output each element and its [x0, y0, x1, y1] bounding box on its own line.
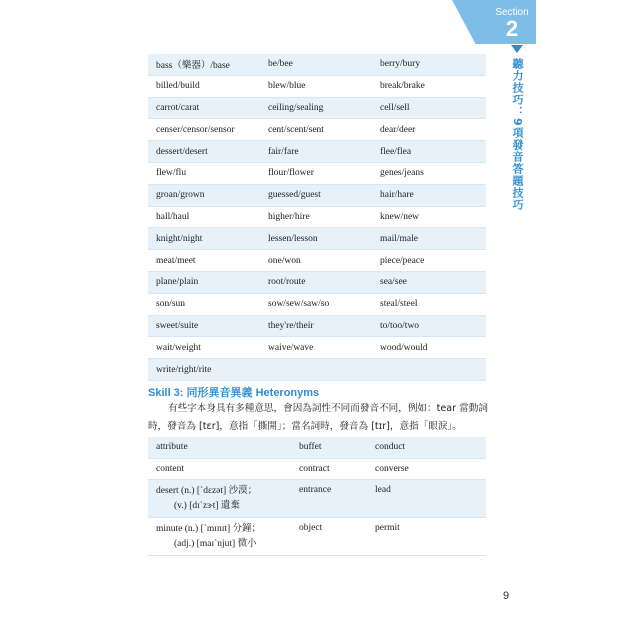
table-cell: waive/wave: [260, 337, 372, 359]
table-cell: genes/jeans: [372, 162, 486, 184]
cell-line: (adj.) [maɪˋnjut] 微小: [174, 538, 257, 549]
table-cell: groan/grown: [148, 184, 260, 206]
skill-label: Skill 3:: [148, 387, 184, 399]
cell-line: desert (n.) [ˋdɛzət] 沙漠；: [156, 485, 258, 496]
page-number: 9: [503, 590, 510, 602]
table-row: [148, 162, 486, 184]
table-cell: contract: [291, 458, 367, 480]
homophone-table: [148, 54, 486, 381]
table-cell: sea/see: [372, 271, 486, 293]
table-cell: meat/meet: [148, 250, 260, 272]
table-cell: fair/fare: [260, 141, 372, 163]
table-cell: [260, 359, 372, 381]
table-cell: cent/scent/sent: [260, 119, 372, 141]
table-cell: sow/sew/saw/so: [260, 293, 372, 315]
table-row: [148, 250, 486, 272]
table-cell: wait/weight: [148, 337, 260, 359]
section-label: Section: [495, 7, 529, 18]
table-cell: [148, 480, 291, 518]
side-chapter-title: 聽力技巧：9項發音答題技巧: [511, 58, 524, 211]
table-row: [148, 119, 486, 141]
table-cell: they're/their: [260, 315, 372, 337]
section-number: 2: [505, 16, 519, 41]
table-cell: [148, 518, 291, 556]
cell-line: minute (n.) [ˋmɪnɪt] 分鐘；: [156, 523, 262, 534]
table-cell: conduct: [367, 437, 486, 458]
table-cell: flee/flea: [372, 141, 486, 163]
table-cell: knight/night: [148, 228, 260, 250]
table-cell: censer/censor/sensor: [148, 119, 260, 141]
table-cell: entrance: [291, 480, 367, 518]
table-cell: steal/steel: [372, 293, 486, 315]
table-row: [148, 480, 486, 518]
table-row: [148, 437, 486, 458]
table-row: [148, 141, 486, 163]
table-cell: object: [291, 518, 367, 556]
table-cell: knew/new: [372, 206, 486, 228]
table-cell: one/won: [260, 250, 372, 272]
skill-description: 有些字本身具有多種意思，會因為詞性不同而發音不同，例如：tear 當動詞時，發音為 [tɛr]，意指「撕開」；當名詞時，發音為 [tɪr]，意指「眼淚」。: [148, 403, 488, 432]
table-row: [148, 206, 486, 228]
table-cell: hall/haul: [148, 206, 260, 228]
table-cell: piece/peace: [372, 250, 486, 272]
table-cell: break/brake: [372, 75, 486, 97]
table-cell: content: [148, 458, 291, 480]
table-row: [148, 54, 486, 75]
table-cell: billed/build: [148, 75, 260, 97]
table-cell: wood/would: [372, 337, 486, 359]
table-cell: mail/male: [372, 228, 486, 250]
table-cell: [372, 359, 486, 381]
table-cell: son/sun: [148, 293, 260, 315]
table-cell: berry/bury: [372, 54, 486, 75]
table-row: [148, 293, 486, 315]
table-cell: cell/sell: [372, 97, 486, 119]
table-cell: flour/flower: [260, 162, 372, 184]
table-cell: lessen/lesson: [260, 228, 372, 250]
table-row: [148, 75, 486, 97]
cell-line: (v.) [dɪˋzɝt] 遺棄: [174, 500, 240, 511]
table-row: [148, 518, 486, 556]
table-cell: buffet: [291, 437, 367, 458]
skill-title-en: Heteronyms: [255, 387, 320, 399]
table-cell: sweet/suite: [148, 315, 260, 337]
table-cell: bass（樂器）/base: [148, 54, 260, 75]
table-cell: root/route: [260, 271, 372, 293]
table-cell: write/right/rite: [148, 359, 260, 381]
triangle-down-icon: [511, 45, 523, 53]
table-row: [148, 184, 486, 206]
table-row: [148, 337, 486, 359]
table-cell: dear/deer: [372, 119, 486, 141]
table-row: [148, 315, 486, 337]
table-cell: guessed/guest: [260, 184, 372, 206]
table-cell: to/too/two: [372, 315, 486, 337]
table-cell: hair/hare: [372, 184, 486, 206]
table-cell: be/bee: [260, 54, 372, 75]
table-cell: blew/blue: [260, 75, 372, 97]
table-cell: carrot/carat: [148, 97, 260, 119]
table-row: [148, 228, 486, 250]
skill-title-cjk: 同形異音異義: [186, 386, 253, 399]
table-cell: dessert/desert: [148, 141, 260, 163]
table-cell: flew/flu: [148, 162, 260, 184]
table-cell: ceiling/sealing: [260, 97, 372, 119]
table-row: [148, 97, 486, 119]
table-cell: higher/hire: [260, 206, 372, 228]
table-cell: converse: [367, 458, 486, 480]
table-row: [148, 359, 486, 381]
table-cell: lead: [367, 480, 486, 518]
table-cell: attribute: [148, 437, 291, 458]
skill-heading: [148, 384, 319, 400]
table-row: [148, 271, 486, 293]
table-cell: plane/plain: [148, 271, 260, 293]
table-cell: permit: [367, 518, 486, 556]
heteronym-table: [148, 437, 486, 556]
table-row: [148, 458, 486, 480]
